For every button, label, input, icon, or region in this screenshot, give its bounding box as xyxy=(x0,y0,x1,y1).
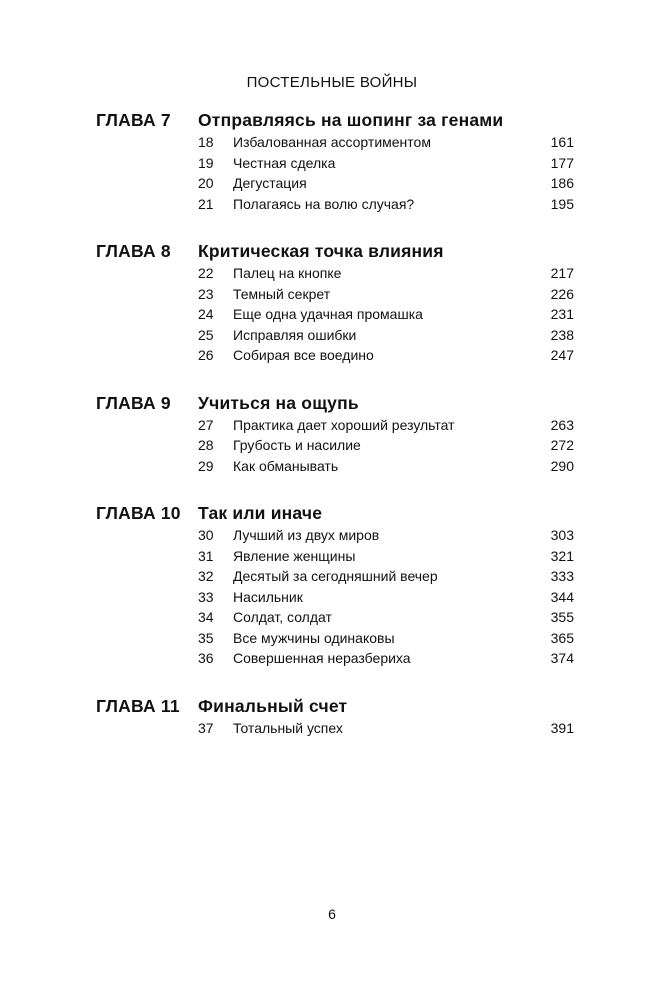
running-title: ПОСТЕЛЬНЫЕ ВОЙНЫ xyxy=(246,74,418,91)
toc-entry xyxy=(96,650,574,671)
entry-number: 18 xyxy=(198,134,214,150)
entry-title: Грубость и насилие xyxy=(233,437,361,453)
chapter-title: Учиться на ощупь xyxy=(198,392,359,413)
entry-number: 36 xyxy=(198,650,214,666)
toc-entry xyxy=(96,286,574,307)
entry-page: 303 xyxy=(550,527,574,543)
table-of-contents xyxy=(96,110,574,765)
chapter-title: Отправляясь на шопинг за генами xyxy=(198,110,504,130)
entry-title: Солдат, солдат xyxy=(233,609,332,625)
toc-entry xyxy=(96,609,574,630)
chapter-heading xyxy=(96,503,574,527)
entry-title: Честная сделка xyxy=(233,154,336,171)
toc-entry xyxy=(96,265,574,286)
entry-title: Явление женщины xyxy=(233,547,356,564)
entry-title: Палец на кнопке xyxy=(233,265,342,281)
chapter-9 xyxy=(96,393,574,479)
entry-number: 23 xyxy=(198,285,214,302)
entry-number: 34 xyxy=(198,609,214,625)
entry-title: Полагаясь на волю случая? xyxy=(233,195,415,212)
entry-number: 29 xyxy=(198,457,214,474)
entry-number: 32 xyxy=(198,568,214,584)
chapter-title: Так или иначе xyxy=(198,503,323,523)
entry-page: 238 xyxy=(550,326,574,343)
toc-entry xyxy=(96,548,574,569)
entry-title: Как обманывать xyxy=(233,457,339,474)
entry-title: Лучший из двух миров xyxy=(233,527,380,543)
toc-entry xyxy=(96,175,574,196)
toc-entry xyxy=(96,568,574,589)
entry-title: Дегустация xyxy=(233,175,307,191)
entry-title: Еще одна удачная промашка xyxy=(233,306,423,322)
toc-entry xyxy=(96,347,574,368)
entry-page: 231 xyxy=(550,306,574,322)
toc-entry xyxy=(96,155,574,176)
entry-title: Собирая все воедино xyxy=(233,347,374,363)
entry-number: 19 xyxy=(198,154,214,171)
chapter-heading xyxy=(96,241,574,265)
toc-entry xyxy=(96,527,574,548)
entry-title: Насильник xyxy=(233,588,303,605)
toc-entry xyxy=(96,630,574,651)
entry-title: Исправляя ошибки xyxy=(233,326,357,343)
entry-number: 31 xyxy=(198,547,214,564)
entry-page: 374 xyxy=(550,650,574,666)
entry-page: 321 xyxy=(550,547,574,564)
chapter-label: ГЛАВА 11 xyxy=(96,695,180,716)
toc-entry xyxy=(96,196,574,217)
toc-entry xyxy=(96,720,574,741)
chapter-heading xyxy=(96,696,574,720)
chapter-title: Финальный счет xyxy=(198,695,348,716)
toc-entry xyxy=(96,134,574,155)
toc-entry xyxy=(96,589,574,610)
entry-number: 37 xyxy=(198,719,214,736)
toc-entry xyxy=(96,458,574,479)
entry-page: 161 xyxy=(550,134,574,150)
entry-page: 290 xyxy=(550,457,574,474)
toc-entry xyxy=(96,306,574,327)
chapter-7 xyxy=(96,110,574,216)
chapter-11 xyxy=(96,696,574,741)
chapter-label: ГЛАВА 9 xyxy=(96,392,171,413)
entry-title: Совершенная неразбериха xyxy=(233,650,411,666)
toc-entry xyxy=(96,327,574,348)
chapter-title: Критическая точка влияния xyxy=(198,241,444,261)
page-number: 6 xyxy=(328,906,336,922)
entry-page: 391 xyxy=(550,719,574,736)
entry-page: 355 xyxy=(550,609,574,625)
entry-number: 25 xyxy=(198,326,214,343)
chapter-10 xyxy=(96,503,574,671)
chapter-heading xyxy=(96,110,574,134)
chapter-heading xyxy=(96,393,574,417)
entry-number: 27 xyxy=(198,416,214,433)
entry-number: 28 xyxy=(198,437,214,453)
entry-number: 26 xyxy=(198,347,214,363)
entry-title: Избалованная ассортиментом xyxy=(233,134,431,150)
chapter-label: ГЛАВА 7 xyxy=(96,110,171,130)
chapter-label: ГЛАВА 8 xyxy=(96,241,171,261)
entry-title: Десятый за сегодняшний вечер xyxy=(233,568,438,584)
entry-title: Практика дает хороший результат xyxy=(233,416,455,433)
entry-number: 30 xyxy=(198,527,214,543)
entry-page: 177 xyxy=(550,154,574,171)
entry-page: 217 xyxy=(550,265,574,281)
entry-number: 33 xyxy=(198,588,214,605)
entry-page: 186 xyxy=(550,175,574,191)
entry-page: 247 xyxy=(550,347,574,363)
entry-number: 20 xyxy=(198,175,214,191)
entry-page: 272 xyxy=(550,437,574,453)
toc-entry xyxy=(96,437,574,458)
chapter-8 xyxy=(96,241,574,368)
entry-number: 24 xyxy=(198,306,214,322)
entry-number: 35 xyxy=(198,629,214,646)
entry-title: Все мужчины одинаковы xyxy=(233,629,395,646)
toc-entry xyxy=(96,417,574,438)
entry-number: 21 xyxy=(198,195,214,212)
entry-page: 195 xyxy=(550,195,574,212)
entry-page: 365 xyxy=(550,629,574,646)
entry-page: 226 xyxy=(550,285,574,302)
chapter-label: ГЛАВА 10 xyxy=(96,503,181,523)
entry-title: Темный секрет xyxy=(233,285,331,302)
entry-title: Тотальный успех xyxy=(233,719,343,736)
entry-number: 22 xyxy=(198,265,214,281)
entry-page: 263 xyxy=(550,416,574,433)
entry-page: 344 xyxy=(550,588,574,605)
entry-page: 333 xyxy=(550,568,574,584)
